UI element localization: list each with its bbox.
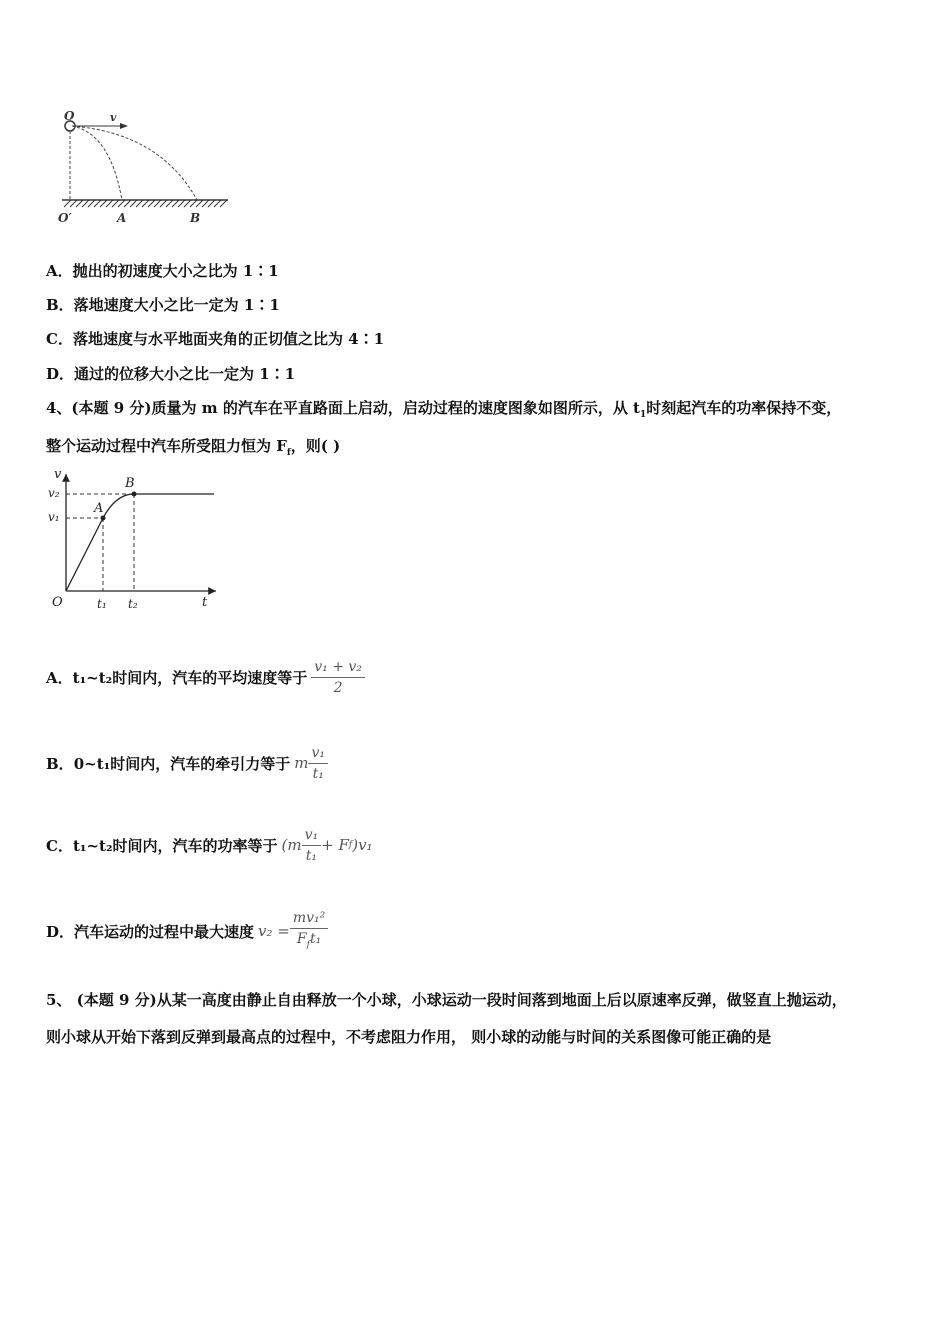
q4-option-a-fraction [311,657,365,698]
q4-option-b-fraction [308,743,328,784]
label-b: B [190,211,201,225]
q4-option-c-text: t₁~t₂时间内，汽车的功率等于 [72,836,278,855]
q4-option-a-label: A． [46,668,73,687]
q5-stem-line2: 则小球从开始下落到反弹到最高点的过程中，不考虑阻力作用， 则小球的动能与时间的关系图像可能正确的是 [46,1028,772,1046]
q3-option-b: B．落地速度大小之比一定为 1∶1 [46,296,280,314]
point-label-b: B [125,476,135,491]
q4-stem-text-a: 4、(本题 9 分)质量为 m 的汽车在平直路面上启动，启动过程的速度图象如图所示，从 t [46,399,640,417]
axis-label-t: t [202,595,208,610]
q4-option-c-end: )v₁ [352,836,373,854]
q4-stem-text-d: ，则( ) [290,437,341,455]
q4-option-b-denominator: t₁ [312,765,324,782]
q4-option-d-den-t: t₁ [309,930,322,947]
trajectory-b [72,126,197,200]
ground-hatching [64,200,227,207]
q4-option-d-denominator [290,929,328,955]
trajectory-a [72,126,122,200]
q4-option-b-m: m [294,754,309,772]
q4-option-c-numerator: v₁ [302,825,322,846]
q4-option-d-numerator: mv₁² [290,908,328,929]
q4-option-d-lhs: v₂ = [258,922,290,940]
label-v: v [110,111,117,124]
label-o-prime: O′ [58,211,72,225]
q4-option-d-den-sub: f [306,939,310,950]
q3-option-c: C．落地速度与水平地面夹角的正切值之比为 4∶1 [46,330,385,348]
q4-option-b-text: 0~t₁时间内，汽车的牵引力等于 [73,754,291,773]
point-b [132,492,137,497]
tick-label-v2: v₂ [48,486,60,500]
q4-option-b [46,738,328,788]
q4-stem-sub2: f [286,448,291,458]
q4-option-b-numerator: v₁ [308,743,328,764]
q4-stem-text-b: 时刻起汽车的功率保持不变， [646,399,842,417]
q3-option-d: D．通过的位移大小之比一定为 1∶1 [46,365,296,383]
q4-option-c-fraction [302,825,322,866]
q4-option-a [46,652,365,702]
q4-option-a-text: t₁~t₂时间内，汽车的平均速度等于 [72,668,308,687]
q4-option-c-close: + F [321,836,349,854]
axis-label-v: v [54,467,62,482]
q4-option-c-f-sub: f [348,840,353,850]
q4-stem-sub1: 1 [639,410,647,420]
q4-stem-line2 [46,435,340,458]
q4-option-b-label: B． [46,754,74,773]
projectile-diagram [50,108,240,228]
q4-option-c [46,820,373,870]
q4-stem-text-c: 整个运动过程中汽车所受阻力恒为 F [46,437,287,455]
q4-option-d-label: D． [46,922,75,941]
q4-option-a-denominator: 2 [333,679,343,696]
q4-option-d [46,904,328,958]
q4-option-d-text: 汽车运动的过程中最大速度 [74,922,255,941]
q3-option-a: A．抛出的初速度大小之比为 1∶1 [46,262,279,280]
q4-option-a-numerator: v₁ + v₂ [311,657,365,678]
label-o: O [64,109,75,123]
point-a [101,516,106,521]
q5-stem-line1: 5、 (本题 9 分)从某一高度由静止自由释放一个小球，小球运动一段时间落到地面上后以原速率反弹，做竖直上抛运动， [46,991,847,1009]
q4-option-c-open: (m [281,836,302,854]
q4-option-c-label: C． [46,836,73,855]
point-label-a: A [94,501,104,516]
velocity-arrowhead [120,123,128,129]
q4-option-d-den-f: F [296,930,307,947]
tick-label-t2: t₂ [128,597,138,611]
velocity-curve [66,494,214,591]
tick-label-v1: v₁ [48,510,60,524]
origin-label: O [52,595,63,610]
q4-option-d-fraction [290,908,328,955]
q4-stem-line1 [46,397,841,420]
tick-label-t1: t₁ [97,597,107,611]
q4-option-c-denominator: t₁ [305,847,317,864]
label-a: A [117,211,127,225]
velocity-time-graph [46,466,226,616]
